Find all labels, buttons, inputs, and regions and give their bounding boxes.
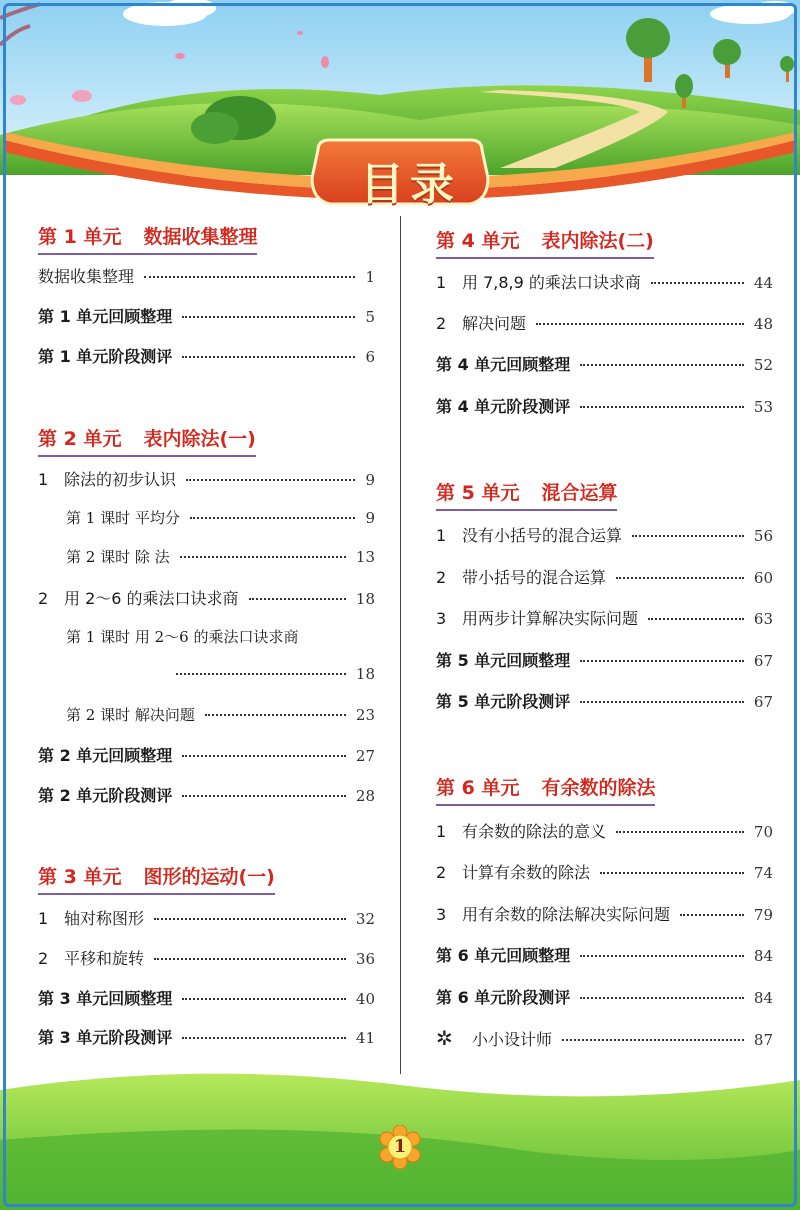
toc-entry[interactable]: 数据收集整理 1 xyxy=(38,267,375,286)
petal xyxy=(72,90,92,102)
toc-entry[interactable]: 2 平移和旋转 36 xyxy=(38,949,375,968)
tree-crown xyxy=(675,74,693,98)
unit-number: 第 4 单元 xyxy=(436,230,520,252)
unit-number: 第 5 单元 xyxy=(436,482,520,504)
unit-4-heading xyxy=(436,226,654,259)
toc-entry[interactable]: 第 1 课时 用 2～6 的乘法口诀求商 xyxy=(66,628,299,646)
petal xyxy=(321,56,329,68)
toc-entry[interactable]: 第 4 单元回顾整理 52 xyxy=(436,355,773,374)
toc-entry[interactable]: 第 1 课时 平均分 9 xyxy=(66,509,375,527)
toc-entry[interactable]: 第 2 课时 解决问题 23 xyxy=(66,706,375,724)
toc-entry[interactable]: 2 解决问题 48 xyxy=(436,314,773,333)
unit-name: 有余数的除法 xyxy=(541,777,656,799)
toc-entry[interactable]: 第 6 单元回顾整理 84 xyxy=(436,946,773,965)
toc-entry-continuation[interactable]: 18 xyxy=(176,665,375,683)
unit-3-heading xyxy=(38,862,275,895)
toc-entry[interactable]: 1 除法的初步认识 9 xyxy=(38,470,375,489)
unit-name: 图形的运动(一) xyxy=(143,866,275,888)
toc-entry[interactable]: 3 用有余数的除法解决实际问题 79 xyxy=(436,905,773,924)
unit-number: 第 6 单元 xyxy=(436,777,520,799)
unit-1-heading xyxy=(38,222,257,255)
toc-entry[interactable]: 1 有余数的除法的意义 70 xyxy=(436,822,773,841)
unit-name: 数据收集整理 xyxy=(143,226,258,248)
toc-entry[interactable]: 第 1 单元阶段测评 6 xyxy=(38,347,375,366)
toc-entry[interactable]: 2 用 2～6 的乘法口诀求商 18 xyxy=(38,589,375,608)
unit-number: 第 1 单元 xyxy=(38,226,122,248)
toc-entry[interactable]: 2 计算有余数的除法 74 xyxy=(436,863,773,882)
toc-entry[interactable]: 第 5 单元回顾整理 67 xyxy=(436,651,773,670)
unit-2-heading xyxy=(38,424,256,457)
tree-crown xyxy=(780,56,794,72)
toc-entry[interactable]: 2 带小括号的混合运算 60 xyxy=(436,568,773,587)
toc-entry[interactable]: 3 用两步计算解决实际问题 63 xyxy=(436,609,773,628)
unit-name: 表内除法(二) xyxy=(541,230,654,252)
petal xyxy=(297,31,303,35)
petal xyxy=(10,95,26,105)
toc-entry[interactable]: 第 6 单元阶段测评 84 xyxy=(436,988,773,1007)
tree-crown xyxy=(713,39,741,65)
unit-number: 第 2 单元 xyxy=(38,428,122,450)
toc-entry[interactable]: 第 3 单元回顾整理 40 xyxy=(38,989,375,1008)
page-title: 目录 xyxy=(360,159,460,210)
tree-crown xyxy=(626,18,670,58)
unit-name: 表内除法(一) xyxy=(143,428,256,450)
toc-entry[interactable]: 1 没有小括号的混合运算 56 xyxy=(436,526,773,545)
toc-entry[interactable]: 第 3 单元阶段测评 41 xyxy=(38,1028,375,1047)
column-divider xyxy=(400,216,401,1074)
unit-6-heading xyxy=(436,773,655,806)
unit-name: 混合运算 xyxy=(541,482,618,504)
petal xyxy=(175,53,185,59)
page-number: 1 xyxy=(393,1136,407,1157)
bush xyxy=(191,112,239,144)
toc-entry[interactable]: 1 用 7,8,9 的乘法口诀求商 44 xyxy=(436,273,773,292)
toc-entry[interactable]: 第 5 单元阶段测评 67 xyxy=(436,692,773,711)
toc-entry[interactable]: 第 2 课时 除 法 13 xyxy=(66,548,375,566)
toc-entry[interactable]: ✲ 小小设计师 87 xyxy=(436,1026,773,1050)
unit-5-heading xyxy=(436,478,617,511)
toc-entry[interactable]: 第 2 单元阶段测评 28 xyxy=(38,786,375,805)
flower-bullet-icon: ✲ xyxy=(436,1026,453,1050)
unit-number: 第 3 单元 xyxy=(38,866,122,888)
toc-entry[interactable]: 第 2 单元回顾整理 27 xyxy=(38,746,375,765)
toc-entry[interactable]: 第 4 单元阶段测评 53 xyxy=(436,397,773,416)
toc-entry[interactable]: 1 轴对称图形 32 xyxy=(38,909,375,928)
cloud xyxy=(753,1,797,17)
toc-entry[interactable]: 第 1 单元回顾整理 5 xyxy=(38,307,375,326)
